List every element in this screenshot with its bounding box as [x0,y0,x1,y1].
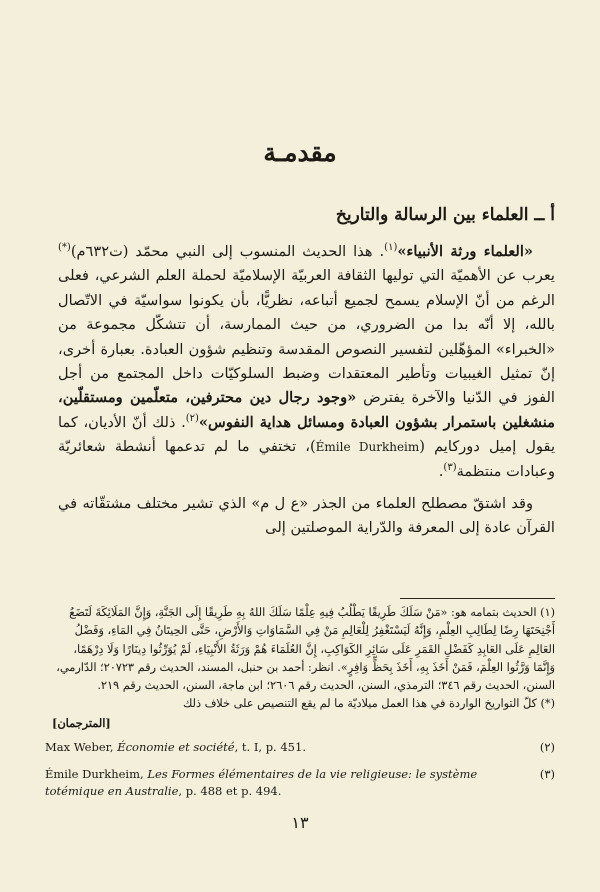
bold-quote: «وجود رجال دين محترفين، متعلّمين ومستقلّين، منشغلين باستمرار بشؤون العبادة ومسائل هداية النفوس» [58,389,555,431]
footnote-ref: (٢) [185,412,199,424]
footnote-2 [45,739,555,756]
paragraph-text: . [438,462,444,480]
paragraph: وقد اشتقّ مصطلح العلماء من الجذر «ع ل م» الذي تشير مختلف مشتقّاته في القرآن عادة إلى المعرفة والدّراية الموصلتين إلى [58,495,555,537]
citation-title: Les Formes élémentaires de la vie religieuse: le système totémique en Australie [45,767,478,798]
footnote-divider [400,598,555,599]
footnote-citation [45,766,555,800]
body-text [58,240,555,541]
footnote-ref: (*) [58,242,71,254]
citation-title: Économie et société [117,740,235,754]
page-number: ١٣ [291,813,309,832]
citation-page: , p. 488 et p. 494. [178,784,282,798]
footnotes [52,604,555,732]
page-title: مقدمـة [263,138,337,167]
paragraph-text: )، تختفي ما لم تدعمها أنشطة شعائريّة وعبادات منتظمة [58,438,555,480]
section-heading: أ ــ العلماء بين الرسالة والتاريخ [335,205,555,225]
footnote-number: (٣) [539,767,555,781]
paragraph-text: . ذلك أنّ الأديان، كما يقول إميل دوركايم ( [58,413,556,456]
translator-tag: [المترجمان] [52,715,111,730]
citation-author: Max Weber, [45,740,118,754]
footnote-star: (*) كلّ التواريخ الواردة في هذا العمل ميلاديّة ما لم يقع التنصيص على خلاف ذلك [183,697,555,711]
paragraph-text: . هذا الحديث المنسوب إلى النبي محمّد (ت٦٣٢م) [70,243,385,260]
footnote-3 [45,766,555,800]
footnote-ref: (٣) [443,461,457,473]
footnote-citation [45,739,555,756]
footnote-ref: (١) [384,242,398,254]
paragraph-text: يعرب عن الأهميّة التي توليها الثقافة العربيّة الإسلاميّة لحملة العلم الشرعي، فعلى الرغم من أنّ الإسلام يسمح لجميع أتباعه، نظريًّا، بأن يكونوا سواسيّة في الاتّصال بالله، إلا أنّه بدا من الضروري، من حيث الممارسة، أن تتشكّل مجموعة من «الخبراء» المؤهّلين لتفسير النصوص المقدسة وتنظيم شؤون العبادة. بعبارة أخرى، إنّ تمثيل الغيبيات وتأطير المعتقدات وضبط السلوكيّات داخل المجتمع من أجل الفوز في الدّنيا والآخرة يفترض [58,267,555,407]
footnote-1: (١) الحديث بتمامه هو: «مَنْ سَلَكَ طَرِيقًا يَطْلُبُ فِيهِ عِلْمًا سَلَكَ اللهُ بِهِ طَرِيقًا إِلَى الجَنَّةِ، وَإِنَّ المَلَائِكَةَ لَتَضَعُ أَجْنِحَتَهَا رِضًا لِطَالِبِ العِلْمِ، وَإِنَّهُ لَيَسْتَغْفِرُ لِلْعَالِمِ مَنْ فِي السَّمَاوَاتِ وَالأَرْضِ، حَتَّى الحِيتَانُ فِي المَاءِ، وَفَضْلُ العَالِمِ عَلَى العَابِدِ كَفَضْلِ القَمَرِ عَلَى سَائِرِ الكَوَاكِبِ، إِنَّ العُلَمَاءَ هُمْ وَرَثَةُ الأَنْبِيَاءِ، لَمْ يُوَرِّثُوا دِينَارًا وَلَا دِرْهَمًا، وَإِنَّمَا وَرَّثُوا العِلْمَ، فَمَنْ أَخَذَ بِهِ، أَخَذَ بِحَظٍّ وَافِرٍ». انظر: أحمد بن حنبل، المسند، الحديث رقم ٢٠٧٢٣؛ الدّارمي، السنن، الحديث رقم ٣٤٦؛ الترمذي، السنن، الحديث رقم ٢٦٠٦؛ ابن ماجة، السنن، الحديث رقم ٢١٩. [56,606,555,693]
citation-author: Émile Durkheim, [45,767,148,781]
citation-page: , t. I, p. 451. [234,740,306,754]
footnote-number: (٢) [539,740,555,754]
latin-name: Émile Durkheim [315,440,420,455]
quoted-hadith: «العلماء ورثة الأنبياء» [397,243,533,260]
paragraph [58,240,555,484]
